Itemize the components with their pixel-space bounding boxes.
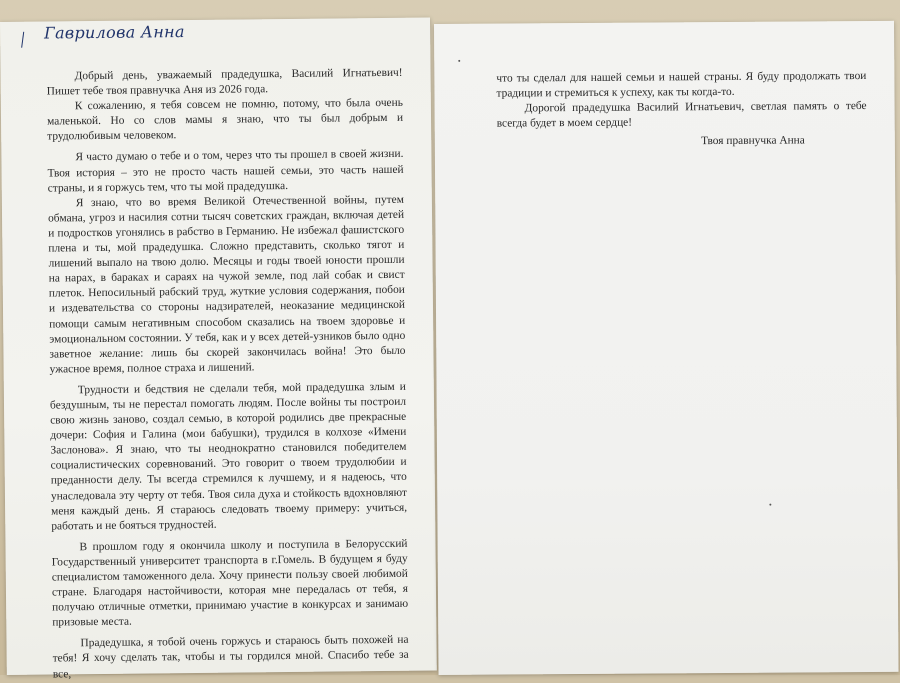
letter-page-right [434, 21, 899, 675]
paper-speck [458, 60, 460, 62]
paragraph-greeting: Добрый день, уважаемый прадедушка, Василий Игнатьевич! Пишет тебе твоя правнучка Аня из 2026 года. [46, 66, 403, 98]
paragraph-after-war: Трудности и бедствия не сделали тебя, мой прадедушка злым и бездушным, ты не перестал помогать людям. После войны ты построил свою жизнь заново, создал семью, в которой родились две прекрасные дочери: София и Галина (мои бабушки), трудился в колхозе «Имени Заслонова». Я знаю, что ты неоднократно становился победителем социалистических соревнований. Это говорит о твоем трудолюбии и преданности делу. Ты всегда стремился к лучшему, и я надеюсь, что унаследовала эту черту от тебя. Твоя сила духа и стойкость вдохновляют меня каждый день. Я стараюсь следовать твоему примеру: учиться, работать и не бояться трудностей. [49, 380, 408, 533]
letter-body-left [47, 66, 409, 682]
paragraph-studies: В прошлом году я окончила школу и поступила в Белорусский Государственный университет транспорта в г.Гомель. В будущем я буду специалистом таможенного дела. Хочу принести пользу своей любимой стране. Благодаря настойчивости, которая мне передалась от тебя, я получаю отличные отметки, принимаю участие в конкурсах и занимаю призовые места. [51, 537, 409, 629]
handwritten-name: Гаврилова Анна [44, 22, 185, 43]
paragraph-history: Я часто думаю о тебе и о том, через что ты прошел в своей жизни. Твоя история – это не просто часть нашей семьи, это часть нашей страны, и я горжусь тем, что ты мой прадедушка. [47, 148, 404, 195]
paragraph-memory: К сожалению, я тебя совсем не помню, потому, что была очень маленькой. Но со слов мамы я знаю, что ты был добрым и трудолюбивым человеком. [46, 96, 404, 143]
paper-speck [769, 504, 771, 506]
letter-page-left [0, 17, 437, 681]
paragraph-memory-wish: Дорогой прадедушка Василий Игнатьевич, светлая память о тебе всегда будет в моем сердце! [496, 100, 867, 130]
paragraph-war: Я знаю, что во время Великой Отечественной войны, путем обмана, угроз и насилия сотни тысяч советских граждан, включая детей и подростков угонялись в рабство в Германию. Не избежал фашистского плена и ты, мой прадедушка. Сложно представить, сколько тягот и лишений выпало на твою долю. Месяцы и годы твоей юности прошли на нарах, в бараках и сараях на чужой земле, под лай собак и свист плеток. Непосильный рабский труд, жуткие условия содержания, побои и издевательства со стороны надзирателей, неоказание медицинской помощи самым негативным способом сказались на твоем здоровье и эмоциональном состоянии. У тебя, как и у всех детей-узников было одно заветное желание: лишь бы скорей закончилась война! Это было ужасное время, полное страха и лишений. [47, 193, 406, 376]
letter-body-right [496, 69, 867, 151]
letter-closing: Твоя правнучка Анна [701, 134, 805, 148]
paragraph-pride: Прадедушка, я тобой очень горжусь и стараюсь быть похожей на тебя! Я хочу сделать так, чтобы и ты гордился мной. Спасибо тебе за все, [52, 634, 409, 681]
paragraph-continuation: что ты сделал для нашей семьи и нашей страны. Я буду продолжать твои традиции и стремиться к успеху, как ты когда-то. [496, 69, 867, 100]
pen-mark [21, 32, 24, 48]
